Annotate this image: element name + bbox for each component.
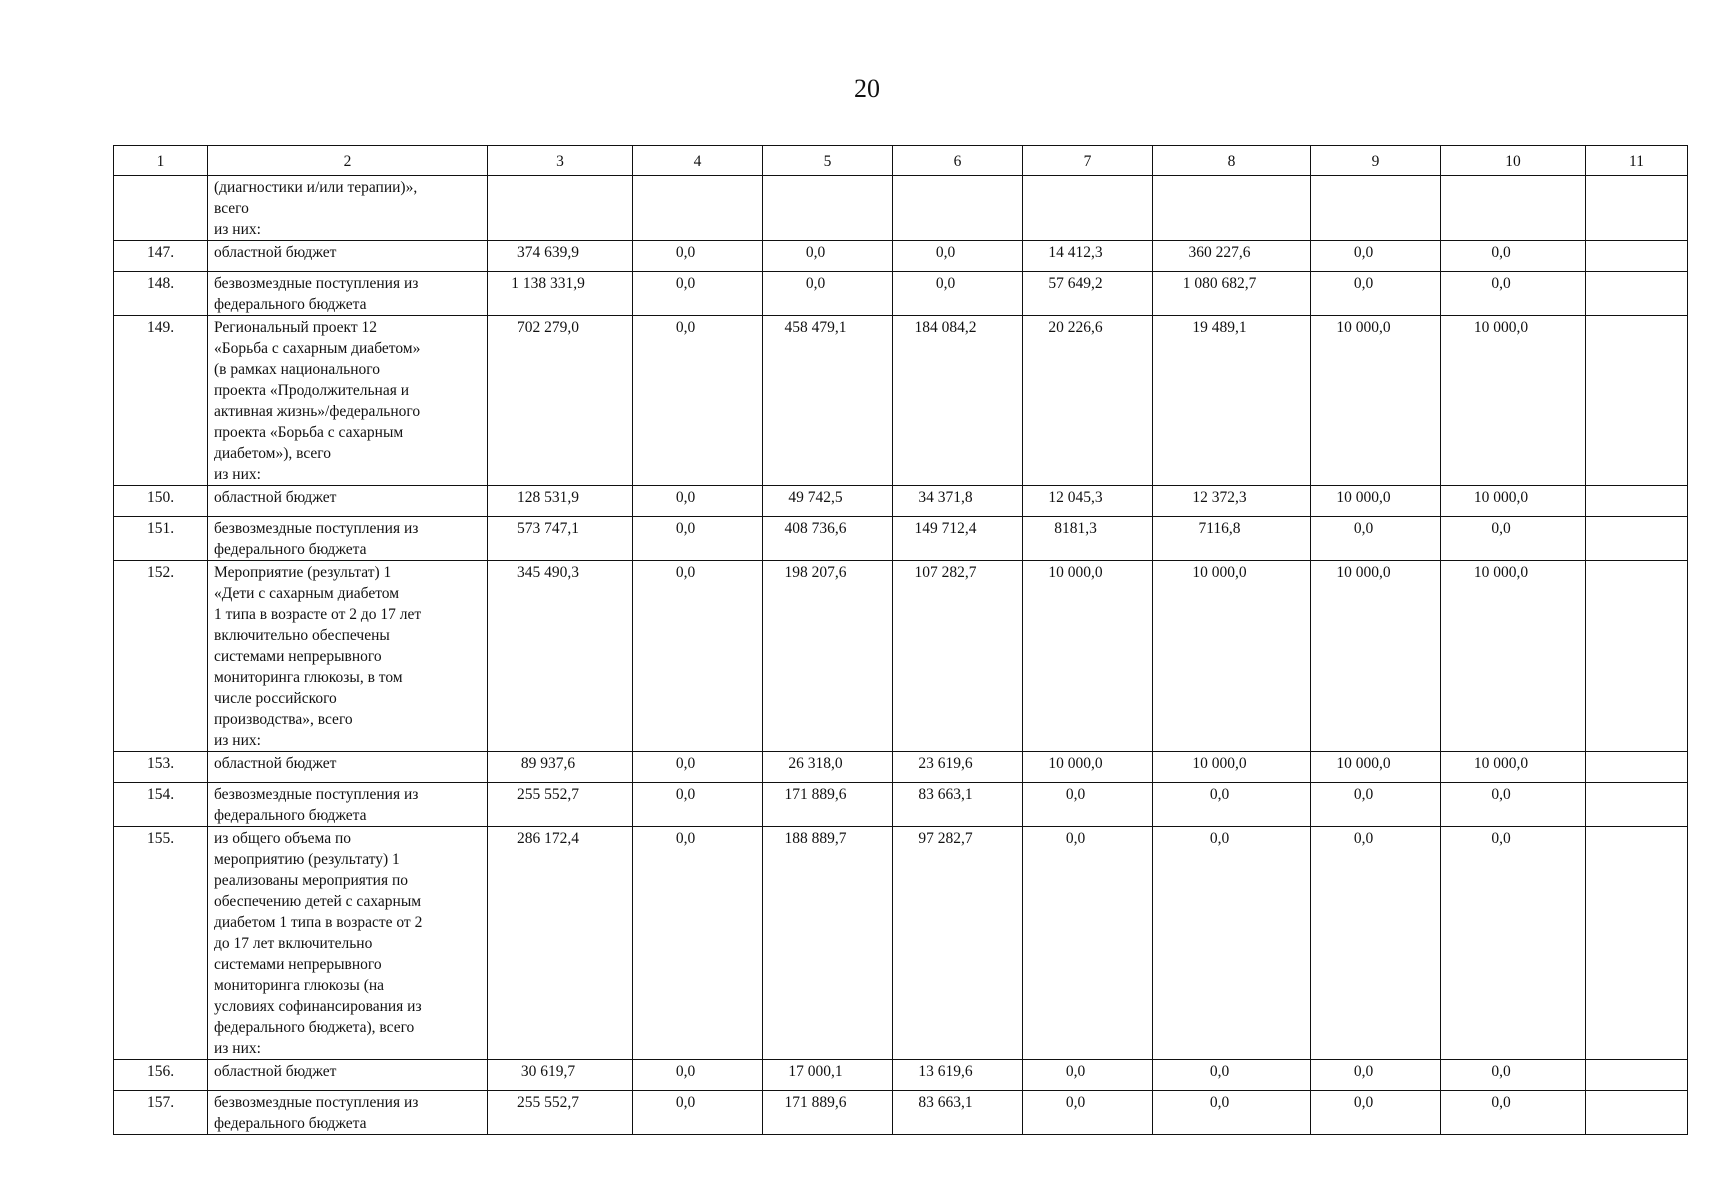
- value-cell: [488, 272, 633, 316]
- cell-value: 0,0: [1353, 786, 1374, 803]
- value-cell: [763, 517, 893, 561]
- cell-value: 0,0: [805, 244, 826, 261]
- cell-value: 10 000,0: [1473, 319, 1529, 336]
- value-cell: [1153, 827, 1311, 1060]
- cell-value: 26 318,0: [788, 755, 843, 772]
- cell-value: 89 937,6: [520, 755, 576, 772]
- row-number: 156.: [114, 1060, 208, 1091]
- value-cell: [763, 827, 893, 1060]
- cell-value: 10 000,0: [1192, 755, 1247, 772]
- value-cell: [488, 176, 633, 241]
- row-label: областной бюджет: [208, 486, 488, 517]
- value-cell: [893, 561, 1023, 752]
- value-cell: [1586, 241, 1688, 272]
- table-row: [114, 1060, 1688, 1091]
- value-cell: [633, 241, 763, 272]
- row-label: Мероприятие (результат) 1 «Дети с сахарным диабетом 1 типа в возрасте от 2 до 17 лет включительно обеспечены системами непрерывного мониторинга глюкозы, в том числе российского производства», всего из них:: [208, 561, 488, 752]
- value-cell: [1311, 561, 1441, 752]
- row-label: безвозмездные поступления из федерального бюджета: [208, 517, 488, 561]
- value-cell: [488, 1060, 633, 1091]
- table-row: [114, 783, 1688, 827]
- value-cell: [1311, 176, 1441, 241]
- value-cell: [763, 1091, 893, 1135]
- table-row: [114, 561, 1688, 752]
- cell-value: 57 649,2: [1048, 275, 1103, 292]
- value-cell: [1311, 241, 1441, 272]
- value-cell: [1586, 176, 1688, 241]
- cell-value: 0,0: [805, 275, 826, 292]
- cell-value: 198 207,6: [784, 564, 847, 581]
- cell-value: 0,0: [675, 275, 696, 292]
- cell-value: 10 000,0: [1336, 489, 1391, 506]
- budget-table: [113, 145, 1688, 1135]
- value-cell: [1153, 517, 1311, 561]
- value-cell: [1023, 1091, 1153, 1135]
- value-cell: [893, 783, 1023, 827]
- cell-value: 0,0: [675, 489, 696, 506]
- row-number: 147.: [114, 241, 208, 272]
- value-cell: [488, 783, 633, 827]
- column-number-row: [114, 146, 1688, 176]
- column-header: 3: [488, 146, 633, 176]
- value-cell: [763, 176, 893, 241]
- row-number: 152.: [114, 561, 208, 752]
- value-cell: [1153, 316, 1311, 486]
- value-cell: [1586, 316, 1688, 486]
- column-header: 10: [1441, 146, 1586, 176]
- cell-value: 0,0: [675, 319, 696, 336]
- cell-value: 0,0: [1353, 244, 1374, 261]
- value-cell: [893, 517, 1023, 561]
- cell-value: 0,0: [675, 244, 696, 261]
- value-cell: [1441, 272, 1586, 316]
- value-cell: [1153, 1060, 1311, 1091]
- value-cell: [1586, 486, 1688, 517]
- cell-value: 10 000,0: [1336, 564, 1391, 581]
- value-cell: [1311, 1091, 1441, 1135]
- cell-value: 0,0: [1065, 830, 1086, 847]
- value-cell: [1441, 827, 1586, 1060]
- value-cell: [1023, 272, 1153, 316]
- cell-value: 0,0: [1353, 830, 1374, 847]
- value-cell: [1023, 783, 1153, 827]
- cell-value: 0,0: [675, 786, 696, 803]
- value-cell: [633, 272, 763, 316]
- row-number: 153.: [114, 752, 208, 783]
- cell-value: 30 619,7: [520, 1063, 576, 1080]
- page-number: 20: [854, 74, 880, 103]
- table-row: [114, 272, 1688, 316]
- row-number: 149.: [114, 316, 208, 486]
- cell-value: 149 712,4: [914, 520, 977, 537]
- value-cell: [488, 486, 633, 517]
- cell-value: 128 531,9: [517, 489, 579, 506]
- value-cell: [1441, 486, 1586, 517]
- value-cell: [1586, 1060, 1688, 1091]
- value-cell: [1153, 783, 1311, 827]
- value-cell: [633, 1060, 763, 1091]
- cell-value: 0,0: [675, 830, 696, 847]
- row-label: областной бюджет: [208, 1060, 488, 1091]
- cell-value: 0,0: [675, 564, 696, 581]
- value-cell: [1441, 1091, 1586, 1135]
- value-cell: [1153, 1091, 1311, 1135]
- column-header: 4: [633, 146, 763, 176]
- value-cell: [893, 752, 1023, 783]
- cell-value: 107 282,7: [914, 564, 977, 581]
- value-cell: [1311, 316, 1441, 486]
- row-number: 155.: [114, 827, 208, 1060]
- cell-value: 573 747,1: [517, 520, 579, 537]
- cell-value: 20 226,6: [1048, 319, 1103, 336]
- row-number: 154.: [114, 783, 208, 827]
- value-cell: [1023, 1060, 1153, 1091]
- row-label: безвозмездные поступления из федерального бюджета: [208, 272, 488, 316]
- value-cell: [893, 486, 1023, 517]
- cell-value: 184 084,2: [914, 319, 977, 336]
- column-header: 8: [1153, 146, 1311, 176]
- cell-value: 188 889,7: [784, 830, 847, 847]
- value-cell: [488, 241, 633, 272]
- value-cell: [1023, 176, 1153, 241]
- row-label: областной бюджет: [208, 241, 488, 272]
- cell-value: 0,0: [1209, 1094, 1230, 1111]
- row-label: Региональный проект 12 «Борьба с сахарным диабетом» (в рамках национального проекта «Продолжительная и активная жизнь»/федерального проекта «Борьба с сахарным диабетом»), всего из них:: [208, 316, 488, 486]
- value-cell: [1441, 783, 1586, 827]
- value-cell: [893, 1060, 1023, 1091]
- value-cell: [1586, 827, 1688, 1060]
- value-cell: [893, 272, 1023, 316]
- cell-value: 286 172,4: [517, 830, 579, 847]
- cell-value: 83 663,1: [918, 1094, 973, 1111]
- cell-value: 0,0: [1491, 1094, 1511, 1111]
- row-label: из общего объема по мероприятию (результату) 1 реализованы мероприятия по обеспечению детей с сахарным диабетом 1 типа в возрасте от 2 до 17 лет включительно системами непрерывного мониторинга глюкозы (на условиях софинансирования из федерального бюджета), всего из них:: [208, 827, 488, 1060]
- cell-value: 10 000,0: [1473, 755, 1529, 772]
- cell-value: 255 552,7: [517, 786, 579, 803]
- value-cell: [763, 241, 893, 272]
- value-cell: [1441, 176, 1586, 241]
- row-number: 148.: [114, 272, 208, 316]
- row-label: (диагностики и/или терапии)», всего из них:: [208, 176, 488, 241]
- value-cell: [488, 827, 633, 1060]
- column-header: 9: [1311, 146, 1441, 176]
- value-cell: [633, 561, 763, 752]
- value-cell: [763, 316, 893, 486]
- value-cell: [1023, 517, 1153, 561]
- cell-value: 0,0: [1353, 1094, 1374, 1111]
- cell-value: 458 479,1: [784, 319, 847, 336]
- cell-value: 49 742,5: [788, 489, 843, 506]
- value-cell: [893, 241, 1023, 272]
- cell-value: 345 490,3: [517, 564, 579, 581]
- cell-value: 13 619,6: [918, 1063, 973, 1080]
- cell-value: 0,0: [1491, 786, 1511, 803]
- value-cell: [1311, 517, 1441, 561]
- cell-value: 10 000,0: [1336, 319, 1391, 336]
- cell-value: 0,0: [1491, 244, 1511, 261]
- value-cell: [1023, 316, 1153, 486]
- cell-value: 10 000,0: [1473, 489, 1529, 506]
- cell-value: 17 000,1: [788, 1063, 843, 1080]
- value-cell: [1441, 316, 1586, 486]
- cell-value: 0,0: [1353, 275, 1374, 292]
- value-cell: [1311, 752, 1441, 783]
- value-cell: [1023, 241, 1153, 272]
- value-cell: [633, 1091, 763, 1135]
- cell-value: 0,0: [1491, 275, 1511, 292]
- cell-value: 0,0: [1209, 786, 1230, 803]
- value-cell: [633, 783, 763, 827]
- value-cell: [893, 316, 1023, 486]
- value-cell: [488, 517, 633, 561]
- value-cell: [893, 176, 1023, 241]
- cell-value: 34 371,8: [918, 489, 973, 506]
- cell-value: 10 000,0: [1336, 755, 1391, 772]
- value-cell: [893, 1091, 1023, 1135]
- value-cell: [1023, 486, 1153, 517]
- row-label: безвозмездные поступления из федерального бюджета: [208, 783, 488, 827]
- row-label: областной бюджет: [208, 752, 488, 783]
- value-cell: [1586, 783, 1688, 827]
- cell-value: 374 639,9: [517, 244, 579, 261]
- value-cell: [1586, 272, 1688, 316]
- cell-value: 23 619,6: [918, 755, 973, 772]
- value-cell: [1586, 517, 1688, 561]
- table-row: [114, 241, 1688, 272]
- cell-value: 0,0: [935, 275, 956, 292]
- table-row: [114, 176, 1688, 241]
- column-header: 5: [763, 146, 893, 176]
- cell-value: 702 279,0: [517, 319, 579, 336]
- cell-value: 10 000,0: [1473, 564, 1529, 581]
- value-cell: [763, 486, 893, 517]
- row-number: 151.: [114, 517, 208, 561]
- cell-value: 0,0: [1065, 1094, 1086, 1111]
- value-cell: [1153, 272, 1311, 316]
- value-cell: [1586, 561, 1688, 752]
- value-cell: [633, 486, 763, 517]
- value-cell: [488, 561, 633, 752]
- row-number: 150.: [114, 486, 208, 517]
- value-cell: [1023, 827, 1153, 1060]
- cell-value: 0,0: [675, 1094, 696, 1111]
- cell-value: 10 000,0: [1048, 755, 1103, 772]
- row-label: безвозмездные поступления из федерального бюджета: [208, 1091, 488, 1135]
- cell-value: 0,0: [935, 244, 956, 261]
- value-cell: [763, 1060, 893, 1091]
- cell-value: 0,0: [1353, 520, 1374, 537]
- cell-value: 0,0: [1065, 1063, 1086, 1080]
- value-cell: [893, 827, 1023, 1060]
- cell-value: 0,0: [1491, 520, 1511, 537]
- cell-value: 0,0: [675, 520, 696, 537]
- table-row: [114, 486, 1688, 517]
- cell-value: 255 552,7: [517, 1094, 579, 1111]
- cell-value: 10 000,0: [1192, 564, 1247, 581]
- value-cell: [1441, 1060, 1586, 1091]
- cell-value: 0,0: [675, 1063, 696, 1080]
- cell-value: 0,0: [1491, 1063, 1511, 1080]
- cell-value: 1 080 682,7: [1182, 275, 1257, 292]
- cell-value: 408 736,6: [784, 520, 847, 537]
- row-number: 157.: [114, 1091, 208, 1135]
- value-cell: [1311, 486, 1441, 517]
- table-row: [114, 752, 1688, 783]
- value-cell: [1023, 752, 1153, 783]
- value-cell: [1153, 176, 1311, 241]
- value-cell: [1153, 752, 1311, 783]
- cell-value: 83 663,1: [918, 786, 973, 803]
- cell-value: 19 489,1: [1192, 319, 1247, 336]
- value-cell: [488, 316, 633, 486]
- value-cell: [1311, 1060, 1441, 1091]
- value-cell: [1311, 272, 1441, 316]
- value-cell: [1441, 752, 1586, 783]
- cell-value: 14 412,3: [1048, 244, 1103, 261]
- cell-value: 0,0: [1065, 786, 1086, 803]
- column-header: 7: [1023, 146, 1153, 176]
- cell-value: 0,0: [675, 755, 696, 772]
- cell-value: 171 889,6: [784, 1094, 847, 1111]
- value-cell: [1153, 486, 1311, 517]
- cell-value: 12 372,3: [1192, 489, 1247, 506]
- column-header: 2: [208, 146, 488, 176]
- cell-value: 12 045,3: [1048, 489, 1103, 506]
- value-cell: [763, 561, 893, 752]
- cell-value: 97 282,7: [918, 830, 973, 847]
- column-header: 1: [114, 146, 208, 176]
- value-cell: [633, 316, 763, 486]
- row-number: [114, 176, 208, 241]
- cell-value: 0,0: [1209, 1063, 1230, 1080]
- cell-value: 7116,8: [1198, 520, 1241, 537]
- value-cell: [633, 752, 763, 783]
- table-row: [114, 517, 1688, 561]
- cell-value: 0,0: [1209, 830, 1230, 847]
- table-row: [114, 1091, 1688, 1135]
- value-cell: [1441, 241, 1586, 272]
- value-cell: [1311, 783, 1441, 827]
- value-cell: [1153, 241, 1311, 272]
- value-cell: [1586, 752, 1688, 783]
- cell-value: 360 227,6: [1188, 244, 1251, 261]
- value-cell: [1441, 517, 1586, 561]
- value-cell: [488, 752, 633, 783]
- cell-value: 171 889,6: [784, 786, 847, 803]
- value-cell: [1023, 561, 1153, 752]
- value-cell: [763, 783, 893, 827]
- value-cell: [1311, 827, 1441, 1060]
- value-cell: [1586, 1091, 1688, 1135]
- value-cell: [633, 517, 763, 561]
- value-cell: [633, 176, 763, 241]
- value-cell: [763, 272, 893, 316]
- value-cell: [763, 752, 893, 783]
- table-row: [114, 827, 1688, 1060]
- value-cell: [488, 1091, 633, 1135]
- value-cell: [1441, 561, 1586, 752]
- value-cell: [633, 827, 763, 1060]
- column-header: 6: [893, 146, 1023, 176]
- table-body: [114, 176, 1688, 1135]
- cell-value: 1 138 331,9: [511, 275, 585, 292]
- value-cell: [1153, 561, 1311, 752]
- cell-value: 0,0: [1491, 830, 1511, 847]
- cell-value: 8181,3: [1054, 520, 1097, 537]
- column-header: 11: [1586, 146, 1688, 176]
- cell-value: 0,0: [1353, 1063, 1374, 1080]
- table-row: [114, 316, 1688, 486]
- cell-value: 10 000,0: [1048, 564, 1103, 581]
